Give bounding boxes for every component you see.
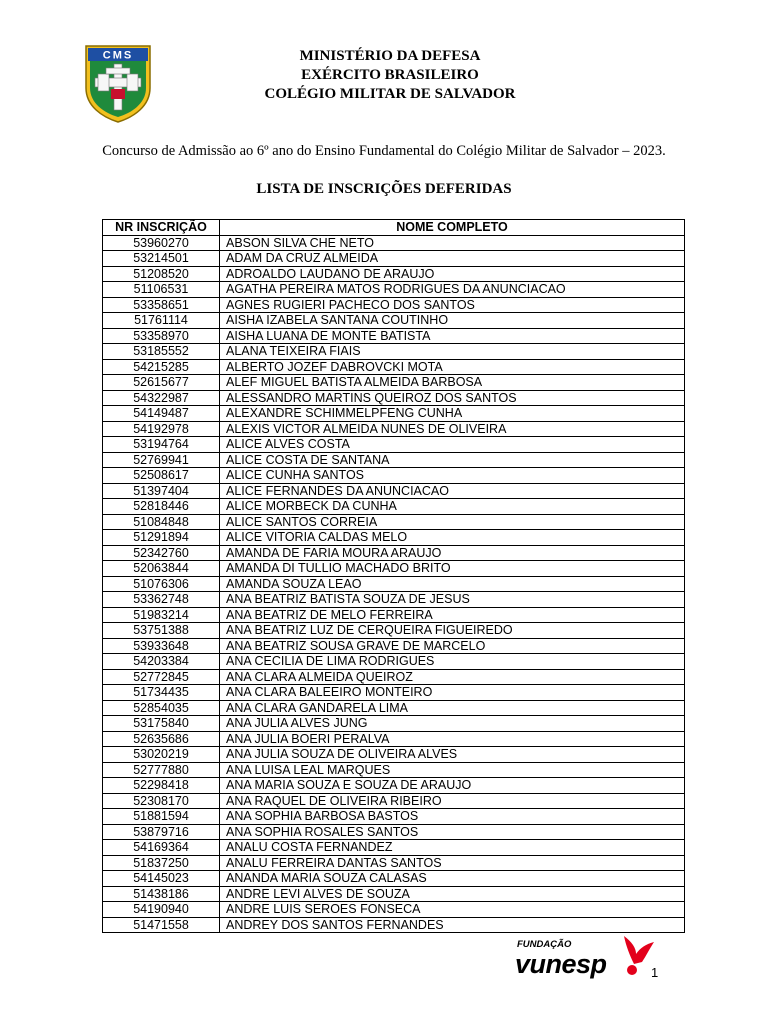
registration-number: 51734435 (103, 685, 220, 701)
table-row (103, 468, 685, 484)
registration-number: 52298418 (103, 778, 220, 794)
full-name: AISHA LUANA DE MONTE BATISTA (220, 328, 685, 344)
registration-number: 51291894 (103, 530, 220, 546)
page-number: 1 (651, 965, 659, 980)
registration-number: 51471558 (103, 917, 220, 933)
table-row (103, 266, 685, 282)
full-name: ALEXIS VICTOR ALMEIDA NUNES DE OLIVEIRA (220, 421, 685, 437)
full-name: ANA CLARA GANDARELA LIMA (220, 700, 685, 716)
full-name: ANA CLARA ALMEIDA QUEIROZ (220, 669, 685, 685)
registration-number: 52063844 (103, 561, 220, 577)
registration-number: 52342760 (103, 545, 220, 561)
full-name: ALICE ALVES COSTA (220, 437, 685, 453)
registration-number: 54145023 (103, 871, 220, 887)
table-row (103, 359, 685, 375)
full-name: ANA JULIA SOUZA DE OLIVEIRA ALVES (220, 747, 685, 763)
full-name: ADAM DA CRUZ ALMEIDA (220, 251, 685, 267)
table-row (103, 452, 685, 468)
table-row (103, 344, 685, 360)
registration-number: 52615677 (103, 375, 220, 391)
header-school: COLÉGIO MILITAR DE SALVADOR (264, 86, 516, 102)
table-row (103, 685, 685, 701)
registration-number: 53214501 (103, 251, 220, 267)
registration-number: 52635686 (103, 731, 220, 747)
registration-number: 52308170 (103, 793, 220, 809)
table-row (103, 297, 685, 313)
full-name: ALBERTO JOZEF DABROVCKI MOTA (220, 359, 685, 375)
table-row (103, 669, 685, 685)
full-name: ANA JULIA BOERI PERALVA (220, 731, 685, 747)
full-name: ANANDA MARIA SOUZA CALASAS (220, 871, 685, 887)
registration-number: 53751388 (103, 623, 220, 639)
full-name: ANA JULIA ALVES JUNG (220, 716, 685, 732)
full-name: ANA CLARA BALEEIRO MONTEIRO (220, 685, 685, 701)
table-row (103, 235, 685, 251)
full-name: ALICE SANTOS CORREIA (220, 514, 685, 530)
registration-number: 52818446 (103, 499, 220, 515)
registration-number: 54149487 (103, 406, 220, 422)
registration-number: 54203384 (103, 654, 220, 670)
full-name: ANA BEATRIZ LUZ DE CERQUEIRA FIGUEIREDO (220, 623, 685, 639)
registration-number: 51983214 (103, 607, 220, 623)
table-row (103, 390, 685, 406)
full-name: ANALU FERREIRA DANTAS SANTOS (220, 855, 685, 871)
table-row (103, 855, 685, 871)
registration-number: 54190940 (103, 902, 220, 918)
full-name: ABSON SILVA CHE NETO (220, 235, 685, 251)
table-row (103, 313, 685, 329)
full-name: ALICE FERNANDES DA ANUNCIACAO (220, 483, 685, 499)
registrations-table (102, 219, 685, 933)
table-row (103, 623, 685, 639)
table-header-row (103, 220, 685, 236)
header-army: EXÉRCITO BRASILEIRO (301, 67, 479, 83)
registration-number: 53362748 (103, 592, 220, 608)
full-name: ANALU COSTA FERNANDEZ (220, 840, 685, 856)
full-name: ALESSANDRO MARTINS QUEIROZ DOS SANTOS (220, 390, 685, 406)
table-row (103, 840, 685, 856)
full-name: ANA BEATRIZ SOUSA GRAVE DE MARCELO (220, 638, 685, 654)
registration-number: 53185552 (103, 344, 220, 360)
table-row (103, 328, 685, 344)
full-name: ADROALDO LAUDANO DE ARAUJO (220, 266, 685, 282)
registration-number: 51106531 (103, 282, 220, 298)
registration-number: 52772845 (103, 669, 220, 685)
full-name: ANA SOPHIA ROSALES SANTOS (220, 824, 685, 840)
full-name: ANA LUISA LEAL MARQUES (220, 762, 685, 778)
full-name: AMANDA DI TULLIO MACHADO BRITO (220, 561, 685, 577)
column-header-registration: NR INSCRIÇÃO (103, 220, 220, 236)
table-row (103, 902, 685, 918)
registration-number: 51438186 (103, 886, 220, 902)
column-header-full-name: NOME COMPLETO (220, 220, 685, 236)
table-row (103, 886, 685, 902)
registration-number: 51208520 (103, 266, 220, 282)
full-name: ALICE MORBECK DA CUNHA (220, 499, 685, 515)
table-row (103, 793, 685, 809)
registration-number: 51084848 (103, 514, 220, 530)
registration-number: 53358970 (103, 328, 220, 344)
full-name: ANA MARIA SOUZA E SOUZA DE ARAUJO (220, 778, 685, 794)
document-header (180, 47, 600, 104)
table-row (103, 747, 685, 763)
list-title: LISTA DE INSCRIÇÕES DEFERIDAS (256, 181, 512, 197)
registration-number: 51397404 (103, 483, 220, 499)
logo-foundation-label: FUNDAÇÃO (517, 939, 572, 950)
registration-number: 54215285 (103, 359, 220, 375)
logo-brand-name: vunesp (515, 949, 607, 979)
table-row (103, 716, 685, 732)
full-name: ALEF MIGUEL BATISTA ALMEIDA BARBOSA (220, 375, 685, 391)
table-row (103, 530, 685, 546)
table-body (103, 235, 685, 933)
full-name: ALEXANDRE SCHIMMELPFENG CUNHA (220, 406, 685, 422)
table-row (103, 917, 685, 933)
cms-crest-logo (84, 44, 152, 124)
table-row (103, 561, 685, 577)
registration-number: 52777880 (103, 762, 220, 778)
table-row (103, 421, 685, 437)
full-name: ANDREY DOS SANTOS FERNANDES (220, 917, 685, 933)
table-row (103, 638, 685, 654)
registration-number: 51761114 (103, 313, 220, 329)
full-name: AGATHA PEREIRA MATOS RODRIGUES DA ANUNCIACAO (220, 282, 685, 298)
table-row (103, 778, 685, 794)
full-name: ANA SOPHIA BARBOSA BASTOS (220, 809, 685, 825)
table-row (103, 406, 685, 422)
table-row (103, 731, 685, 747)
registration-number: 52508617 (103, 468, 220, 484)
registration-number: 53960270 (103, 235, 220, 251)
registration-number: 54169364 (103, 840, 220, 856)
vunesp-logo (512, 934, 662, 982)
table-row (103, 871, 685, 887)
full-name: ALICE COSTA DE SANTANA (220, 452, 685, 468)
registration-number: 53175840 (103, 716, 220, 732)
registration-number: 54322987 (103, 390, 220, 406)
table-row (103, 762, 685, 778)
registration-number: 51076306 (103, 576, 220, 592)
registration-number: 53879716 (103, 824, 220, 840)
full-name: ALICE VITORIA CALDAS MELO (220, 530, 685, 546)
registration-number: 53358651 (103, 297, 220, 313)
registration-number: 52854035 (103, 700, 220, 716)
exam-description: Concurso de Admissão ao 6º ano do Ensino Fundamental do Colégio Militar de Salvador – 2023. (102, 143, 666, 159)
table-row (103, 809, 685, 825)
registration-number: 53020219 (103, 747, 220, 763)
table-row (103, 514, 685, 530)
registration-number: 53933648 (103, 638, 220, 654)
registration-number: 53194764 (103, 437, 220, 453)
table-row (103, 545, 685, 561)
table-row (103, 654, 685, 670)
table-row (103, 483, 685, 499)
table-row (103, 700, 685, 716)
full-name: ANDRE LEVI ALVES DE SOUZA (220, 886, 685, 902)
shield-emblem-icon (84, 44, 152, 124)
table-row (103, 592, 685, 608)
full-name: ANA BEATRIZ DE MELO FERREIRA (220, 607, 685, 623)
registration-number: 51837250 (103, 855, 220, 871)
header-ministry: MINISTÉRIO DA DEFESA (299, 48, 481, 64)
registration-number: 51881594 (103, 809, 220, 825)
registration-number: 54192978 (103, 421, 220, 437)
table-row (103, 824, 685, 840)
svg-text:CMS: CMS (102, 49, 134, 62)
full-name: ALICE CUNHA SANTOS (220, 468, 685, 484)
full-name: ANA CECILIA DE LIMA RODRIGUES (220, 654, 685, 670)
table-row (103, 576, 685, 592)
full-name: ANA RAQUEL DE OLIVEIRA RIBEIRO (220, 793, 685, 809)
table-row (103, 607, 685, 623)
registration-number: 52769941 (103, 452, 220, 468)
table-row (103, 251, 685, 267)
full-name: ALANA TEIXEIRA FIAIS (220, 344, 685, 360)
table-row (103, 375, 685, 391)
full-name: AMANDA DE FARIA MOURA ARAUJO (220, 545, 685, 561)
table-row (103, 282, 685, 298)
full-name: AISHA IZABELA SANTANA COUTINHO (220, 313, 685, 329)
full-name: AGNES RUGIERI PACHECO DOS SANTOS (220, 297, 685, 313)
table-row (103, 437, 685, 453)
table-row (103, 499, 685, 515)
full-name: ANDRE LUIS SEROES FONSECA (220, 902, 685, 918)
full-name: ANA BEATRIZ BATISTA SOUZA DE JESUS (220, 592, 685, 608)
full-name: AMANDA SOUZA LEAO (220, 576, 685, 592)
